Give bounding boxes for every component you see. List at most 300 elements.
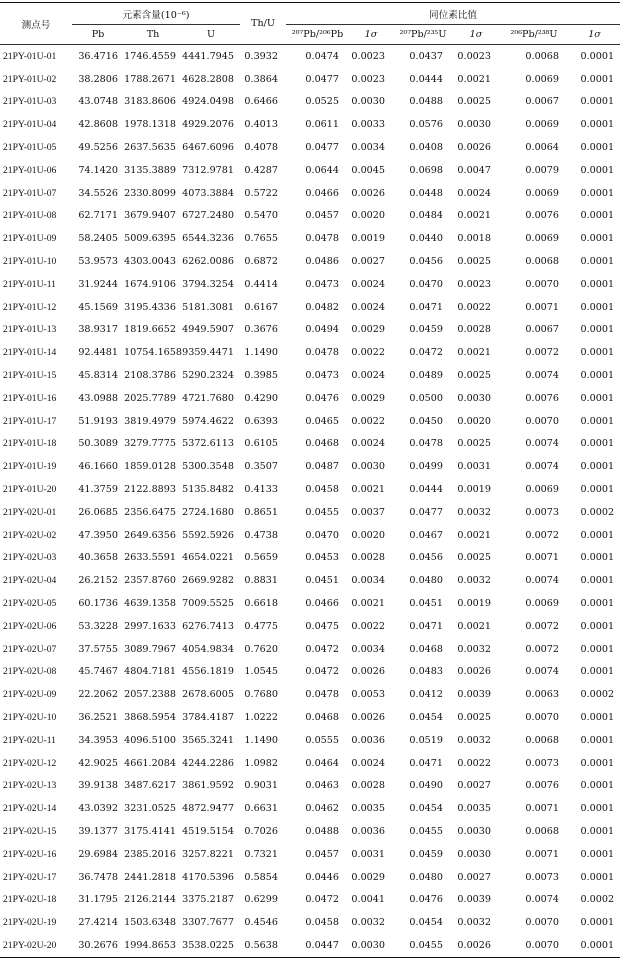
sigma-3-cell: 0.0001 (580, 643, 615, 655)
pb-cell: 38.9317 (78, 324, 118, 336)
sigma-1-cell: 0.0037 (351, 506, 385, 518)
pb207-pb206-cell: 0.0476 (305, 392, 339, 404)
pb-cell: 36.4716 (78, 50, 118, 62)
th-cell: 2357.8760 (124, 575, 176, 587)
table-row (0, 888, 620, 911)
sigma-3-cell: 0.0001 (580, 757, 615, 769)
pb-cell: 50.3089 (78, 438, 118, 450)
th-u-cell: 0.6872 (244, 256, 278, 268)
sigma-1-cell: 0.0030 (351, 96, 385, 108)
pb206-u238-cell: 0.0071 (525, 848, 559, 860)
table-row (0, 136, 620, 159)
th-u-cell: 0.4738 (244, 529, 278, 541)
pb-cell: 53.3228 (78, 620, 118, 632)
pb207-pb206-cell: 0.0486 (305, 256, 339, 268)
th-u-cell: 1.1490 (244, 734, 278, 746)
th-u-cell: 0.4290 (244, 392, 278, 404)
u-cell: 3784.4187 (182, 712, 234, 723)
sigma-1-cell: 0.0029 (351, 871, 385, 883)
pb207-pb206-cell: 0.0487 (305, 461, 339, 473)
sigma-3-cell: 0.0002 (580, 894, 615, 906)
sigma-2-cell: 0.0028 (457, 324, 491, 336)
u-cell: 7312.9781 (182, 164, 234, 176)
sigma-2-cell: 0.0030 (457, 119, 491, 131)
sigma-1-cell: 0.0024 (351, 301, 385, 313)
sigma-3-cell: 0.0001 (580, 461, 615, 473)
pb207-u235-cell: 0.0480 (409, 871, 443, 883)
th-u-cell: 0.5854 (244, 871, 278, 883)
sigma-2-cell: 0.0025 (457, 438, 491, 450)
table-row (0, 273, 620, 296)
pb-cell: 27.4214 (78, 917, 118, 929)
pb206-u238-cell: 0.0073 (525, 871, 559, 883)
pb206-u238-cell: 0.0071 (525, 552, 559, 564)
th-u-cell: 0.3676 (244, 324, 278, 336)
header-pb207-pb206: ²⁰⁷Pb/²⁰⁶Pb (286, 25, 349, 45)
sigma-3-cell: 0.0001 (580, 164, 615, 176)
pb207-pb206-cell: 0.0458 (305, 917, 339, 929)
pb207-pb206-cell: 0.0463 (305, 780, 339, 792)
pb-cell: 45.7467 (78, 666, 118, 678)
table-row (0, 797, 620, 820)
sample-id-cell: 21PY-01U-16 (3, 392, 57, 404)
pb-cell: 34.3953 (78, 734, 118, 746)
table-row (0, 592, 620, 615)
table-row (0, 683, 620, 706)
sample-id-cell: 21PY-01U-13 (3, 324, 57, 336)
table-row (0, 433, 620, 456)
sigma-1-cell: 0.0053 (351, 689, 385, 701)
pb-cell: 43.0392 (78, 803, 118, 815)
sigma-3-cell: 0.0001 (580, 712, 615, 723)
pb207-u235-cell: 0.0478 (409, 438, 443, 450)
u-cell: 6467.6096 (182, 142, 234, 154)
th-cell: 3089.7967 (124, 643, 176, 655)
sample-id-cell: 21PY-01U-19 (3, 461, 57, 473)
sigma-3-cell: 0.0001 (569, 934, 620, 957)
pb-cell: 42.8608 (78, 119, 118, 131)
table-row (0, 752, 620, 775)
pb207-pb206-cell: 0.0477 (305, 73, 339, 85)
th-u-cell: 0.6631 (244, 803, 278, 815)
pb206-u238-cell: 0.0070 (525, 712, 559, 723)
sigma-1-cell: 0.0024 (351, 438, 385, 450)
header-pb207-u235: ²⁰⁷Pb/²³⁵U (393, 25, 453, 45)
th-u-cell: 0.5722 (244, 187, 278, 199)
th-u-cell: 0.6167 (244, 301, 278, 313)
pb-cell: 43.0748 (78, 96, 118, 108)
pb206-u238-cell: 0.0076 (525, 780, 559, 792)
pb207-u235-cell: 0.0440 (409, 233, 443, 245)
pb206-u238-cell: 0.0079 (525, 164, 559, 176)
sample-id-cell: 21PY-02U-18 (3, 894, 57, 906)
th-u-cell: 0.3864 (244, 73, 278, 85)
sigma-3-cell: 0.0001 (580, 780, 615, 792)
pb206-u238-cell: 0.0070 (525, 415, 559, 427)
th-cell: 3175.4141 (124, 825, 176, 837)
sigma-3-cell: 0.0001 (580, 370, 615, 382)
u-cell: 2678.6005 (182, 689, 234, 701)
sigma-2-cell: 0.0032 (457, 575, 491, 587)
th-u-cell: 0.3932 (244, 50, 278, 62)
pb207-u235-cell: 0.0489 (409, 370, 443, 382)
pb207-pb206-cell: 0.0466 (305, 187, 339, 199)
pb207-u235-cell: 0.0448 (409, 187, 443, 199)
sample-id-cell: 21PY-02U-05 (3, 598, 57, 610)
pb206-u238-cell: 0.0073 (525, 757, 559, 769)
th-u-cell: 0.9031 (244, 780, 278, 792)
table-row (0, 820, 620, 843)
sample-id-cell: 21PY-02U-17 (3, 871, 57, 883)
th-u-cell: 0.5638 (240, 934, 286, 957)
pb207-pb206-cell: 0.0494 (305, 324, 339, 336)
table-row (0, 182, 620, 205)
sigma-1-cell: 0.0030 (351, 461, 385, 473)
pb-cell: 49.5256 (78, 142, 118, 154)
th-cell: 2330.8099 (124, 187, 176, 199)
th-u-cell: 0.6618 (244, 598, 278, 610)
pb207-u235-cell: 0.0450 (409, 415, 443, 427)
sigma-2-cell: 0.0030 (457, 848, 491, 860)
sample-id-cell: 21PY-02U-16 (3, 848, 57, 860)
table-body (0, 45, 620, 958)
sigma-1-cell: 0.0024 (351, 757, 385, 769)
u-cell: 3257.8221 (182, 848, 234, 860)
pb206-u238-cell: 0.0074 (525, 894, 559, 906)
th-u-cell: 0.5659 (244, 552, 278, 564)
sigma-2-cell: 0.0025 (457, 96, 491, 108)
sigma-2-cell: 0.0032 (457, 734, 491, 746)
sigma-1-cell: 0.0028 (351, 780, 385, 792)
th-u-cell: 0.7655 (244, 233, 278, 245)
header-sigma-2: 1σ (453, 25, 499, 45)
u-cell: 5181.3081 (182, 301, 234, 313)
sample-id-cell: 21PY-02U-06 (3, 620, 57, 632)
sigma-3-cell: 0.0001 (580, 392, 615, 404)
pb206-u238-cell: 0.0074 (525, 438, 559, 450)
pb207-u235-cell: 0.0480 (409, 575, 443, 587)
sigma-3-cell: 0.0001 (580, 438, 615, 450)
th-u-cell: 0.8831 (244, 575, 278, 587)
header-u: U (182, 25, 240, 45)
u-cell: 3794.3254 (182, 278, 234, 290)
u-cell: 4929.2076 (182, 119, 234, 131)
pb207-pb206-cell: 0.0453 (305, 552, 339, 564)
th-u-cell: 0.7026 (244, 825, 278, 837)
table-row (0, 45, 620, 68)
pb-cell: 53.9573 (78, 256, 118, 268)
th-u-cell: 1.0222 (244, 712, 278, 723)
pb206-u238-cell: 0.0069 (525, 187, 559, 199)
th-u-cell: 0.7680 (244, 689, 278, 701)
sample-id-cell: 21PY-01U-10 (3, 256, 57, 268)
pb207-u235-cell: 0.0444 (409, 73, 443, 85)
th-cell: 2633.5591 (124, 552, 176, 564)
pb207-pb206-cell: 0.0477 (305, 142, 339, 154)
sigma-1-cell: 0.0022 (351, 347, 385, 359)
pb-cell: 40.3658 (78, 552, 118, 564)
sigma-1-cell: 0.0045 (351, 164, 385, 176)
sample-id-cell: 21PY-01U-18 (3, 438, 57, 450)
u-cell: 3565.3241 (182, 734, 234, 746)
sample-id-cell: 21PY-01U-09 (3, 233, 57, 245)
sigma-3-cell: 0.0002 (580, 506, 615, 518)
sigma-2-cell: 0.0023 (457, 278, 491, 290)
pb207-u235-cell: 0.0471 (409, 301, 443, 313)
pb-cell: 26.0685 (78, 506, 118, 518)
sigma-2-cell: 0.0039 (457, 894, 491, 906)
table-row (0, 68, 620, 91)
header-sample: 测点号 (0, 3, 72, 45)
sigma-2-cell: 0.0031 (457, 461, 491, 473)
sigma-2-cell: 0.0019 (457, 598, 491, 610)
th-u-cell: 1.0545 (244, 666, 278, 678)
sigma-3-cell: 0.0001 (580, 552, 615, 564)
pb-cell: 37.5755 (78, 643, 118, 655)
sample-id-cell: 21PY-01U-07 (3, 187, 57, 199)
sample-id-cell: 21PY-01U-06 (3, 164, 57, 176)
sample-id-cell: 21PY-02U-07 (3, 643, 57, 655)
pb-cell: 45.8314 (78, 370, 118, 382)
sample-id-cell: 21PY-01U-11 (3, 278, 56, 290)
pb-cell: 30.2676 (72, 934, 124, 957)
sigma-3-cell: 0.0001 (580, 598, 615, 610)
pb-cell: 92.4481 (78, 347, 118, 359)
pb207-pb206-cell: 0.0466 (305, 598, 339, 610)
sigma-2-cell: 0.0026 (457, 142, 491, 154)
sample-id-cell: 21PY-02U-12 (3, 757, 57, 769)
sigma-2-cell: 0.0022 (457, 757, 491, 769)
table-row (0, 227, 620, 250)
pb-cell: 46.1660 (78, 461, 118, 473)
sigma-2-cell: 0.0024 (457, 187, 491, 199)
th-cell: 1674.9106 (124, 278, 176, 290)
sample-id-cell: 21PY-02U-13 (3, 780, 57, 792)
th-cell: 3195.4336 (124, 301, 176, 313)
sigma-2-cell: 0.0026 (457, 666, 491, 678)
sample-id-cell: 21PY-02U-02 (3, 529, 57, 541)
th-cell: 1819.6652 (124, 324, 176, 336)
pb-cell: 43.0988 (78, 392, 118, 404)
sigma-3-cell: 0.0001 (580, 917, 615, 929)
pb207-u235-cell: 0.0455 (393, 934, 453, 957)
header-sigma-3: 1σ (569, 25, 620, 45)
sample-id-cell: 21PY-01U-03 (3, 96, 57, 108)
sigma-1-cell: 0.0024 (351, 370, 385, 382)
sigma-1-cell: 0.0022 (351, 415, 385, 427)
pb207-pb206-cell: 0.0611 (305, 119, 339, 131)
pb206-u238-cell: 0.0068 (525, 256, 559, 268)
sigma-1-cell: 0.0024 (351, 278, 385, 290)
sigma-2-cell: 0.0021 (457, 529, 491, 541)
pb207-pb206-cell: 0.0475 (305, 620, 339, 632)
pb206-u238-cell: 0.0069 (525, 598, 559, 610)
pb-cell: 31.9244 (78, 278, 118, 290)
u-cell: 4054.9834 (182, 643, 234, 655)
pb207-u235-cell: 0.0500 (409, 392, 443, 404)
sigma-3-cell: 0.0001 (580, 278, 615, 290)
pb206-u238-cell: 0.0072 (525, 643, 559, 655)
pb-cell: 39.9138 (78, 780, 118, 792)
sigma-1-cell: 0.0022 (351, 620, 385, 632)
sigma-2-cell: 0.0019 (457, 484, 491, 496)
sigma-3-cell: 0.0001 (580, 848, 615, 860)
table-row (0, 775, 620, 798)
u-cell: 7009.5525 (182, 598, 234, 610)
pb207-u235-cell: 0.0490 (409, 780, 443, 792)
pb207-pb206-cell: 0.0472 (305, 643, 339, 655)
table-row (0, 205, 620, 228)
pb207-pb206-cell: 0.0488 (305, 825, 339, 837)
header-pb: Pb (72, 25, 124, 45)
th-u-cell: 0.4414 (244, 278, 278, 290)
header-pb206-u238: ²⁰⁶Pb/²³⁸U (499, 25, 569, 45)
pb207-pb206-cell: 0.0470 (305, 529, 339, 541)
pb207-pb206-cell: 0.0472 (305, 666, 339, 678)
header-th-u: Th/U (240, 3, 286, 45)
sigma-2-cell: 0.0035 (457, 803, 491, 815)
sigma-1-cell: 0.0034 (351, 142, 385, 154)
pb207-u235-cell: 0.0471 (409, 620, 443, 632)
th-cell: 3819.4979 (124, 415, 176, 427)
sigma-1-cell: 0.0032 (351, 917, 385, 929)
sigma-1-cell: 0.0034 (351, 575, 385, 587)
sample-id-cell: 21PY-02U-11 (3, 734, 56, 746)
sigma-2-cell: 0.0039 (457, 689, 491, 701)
th-cell: 2441.2818 (124, 871, 176, 883)
sample-id-cell: 21PY-02U-10 (3, 712, 57, 723)
th-cell: 1788.2671 (124, 73, 176, 85)
table-row (0, 843, 620, 866)
pb207-pb206-cell: 0.0474 (305, 50, 339, 62)
th-u-cell: 0.4133 (244, 484, 278, 496)
pb207-u235-cell: 0.0698 (409, 164, 443, 176)
pb206-u238-cell: 0.0076 (525, 210, 559, 222)
pb207-pb206-cell: 0.0446 (305, 871, 339, 883)
pb207-pb206-cell: 0.0447 (286, 934, 349, 957)
th-cell: 4804.7181 (124, 666, 176, 678)
pb-cell: 62.7171 (78, 210, 118, 222)
table-row (0, 455, 620, 478)
sigma-1-cell: 0.0031 (351, 848, 385, 860)
pb207-pb206-cell: 0.0555 (305, 734, 339, 746)
sigma-3-cell: 0.0001 (580, 347, 615, 359)
th-cell: 3183.8606 (124, 96, 176, 108)
u-cell: 3307.7677 (182, 917, 234, 929)
pb207-u235-cell: 0.0451 (409, 598, 443, 610)
u-cell: 5372.6113 (182, 438, 234, 450)
th-u-cell: 0.4546 (244, 917, 278, 929)
pb-cell: 47.3950 (78, 529, 118, 541)
sample-id-cell: 21PY-02U-19 (3, 917, 57, 929)
sigma-3-cell: 0.0001 (580, 825, 615, 837)
sigma-2-cell: 0.0020 (457, 415, 491, 427)
th-u-cell: 0.3985 (244, 370, 278, 382)
pb207-pb206-cell: 0.0462 (305, 803, 339, 815)
th-cell: 2385.2016 (124, 848, 176, 860)
th-cell: 4639.1358 (124, 598, 176, 610)
th-u-cell: 0.4013 (244, 119, 278, 131)
pb207-u235-cell: 0.0455 (409, 825, 443, 837)
table-row (0, 410, 620, 433)
th-u-cell: 0.5470 (244, 210, 278, 222)
pb206-u238-cell: 0.0071 (525, 803, 559, 815)
table-row (0, 706, 620, 729)
pb206-u238-cell: 0.0070 (525, 278, 559, 290)
th-u-cell: 0.4775 (244, 620, 278, 632)
pb-cell: 34.5526 (78, 187, 118, 199)
sigma-1-cell: 0.0026 (351, 666, 385, 678)
sigma-3-cell: 0.0001 (580, 871, 615, 883)
th-cell: 10754.1658 (124, 347, 182, 359)
th-u-cell: 0.6393 (244, 415, 278, 427)
sample-id-cell: 21PY-02U-09 (3, 689, 57, 701)
pb-cell: 45.1569 (78, 301, 118, 313)
pb207-u235-cell: 0.0456 (409, 256, 443, 268)
u-cell: 5300.3548 (182, 461, 234, 473)
sigma-3-cell: 0.0001 (580, 324, 615, 336)
th-cell: 2025.7789 (124, 392, 176, 404)
pb-cell: 38.2806 (78, 73, 118, 85)
sigma-2-cell: 0.0025 (457, 552, 491, 564)
table-row (0, 911, 620, 934)
sample-id-cell: 21PY-01U-20 (3, 484, 57, 496)
th-u-cell: 0.6105 (244, 438, 278, 450)
pb207-pb206-cell: 0.0472 (305, 894, 339, 906)
pb207-pb206-cell: 0.0478 (305, 233, 339, 245)
sigma-1-cell: 0.0030 (349, 934, 393, 957)
u-cell: 3538.0225 (182, 934, 240, 957)
pb206-u238-cell: 0.0074 (525, 666, 559, 678)
sigma-1-cell: 0.0023 (351, 73, 385, 85)
pb207-u235-cell: 0.0467 (409, 529, 443, 541)
sigma-2-cell: 0.0021 (457, 620, 491, 632)
u-cell: 6262.0086 (182, 256, 234, 268)
u-cell: 6544.3236 (182, 233, 234, 245)
zircon-ulpb-data-table (0, 2, 620, 958)
th-cell: 2649.6356 (124, 529, 176, 541)
th-cell: 3231.0525 (124, 803, 176, 815)
sigma-3-cell: 0.0001 (580, 666, 615, 678)
u-cell: 2669.9282 (182, 575, 234, 587)
pb207-pb206-cell: 0.0451 (305, 575, 339, 587)
th-cell: 5009.6395 (124, 233, 176, 245)
u-cell: 4924.0498 (182, 96, 234, 108)
sigma-1-cell: 0.0023 (351, 50, 385, 62)
pb207-pb206-cell: 0.0455 (305, 506, 339, 518)
u-cell: 4441.7945 (182, 50, 234, 62)
sigma-2-cell: 0.0032 (457, 917, 491, 929)
pb206-u238-cell: 0.0072 (525, 529, 559, 541)
th-cell: 2126.2144 (124, 894, 176, 906)
pb207-u235-cell: 0.0468 (409, 643, 443, 655)
sigma-2-cell: 0.0026 (453, 934, 499, 957)
sigma-3-cell: 0.0001 (580, 415, 615, 427)
th-cell: 1859.0128 (124, 461, 176, 473)
pb207-u235-cell: 0.0454 (409, 803, 443, 815)
sample-id-cell: 21PY-02U-01 (3, 506, 57, 518)
pb207-pb206-cell: 0.0644 (305, 164, 339, 176)
sample-id-cell: 21PY-01U-15 (3, 370, 57, 382)
table-row (0, 478, 620, 501)
u-cell: 2724.1680 (182, 506, 234, 518)
pb207-pb206-cell: 0.0457 (305, 210, 339, 222)
sigma-3-cell: 0.0002 (580, 689, 615, 701)
th-cell: 1503.6348 (124, 917, 176, 929)
table-row (0, 319, 620, 342)
u-cell: 6727.2480 (182, 210, 234, 222)
sigma-2-cell: 0.0027 (457, 780, 491, 792)
